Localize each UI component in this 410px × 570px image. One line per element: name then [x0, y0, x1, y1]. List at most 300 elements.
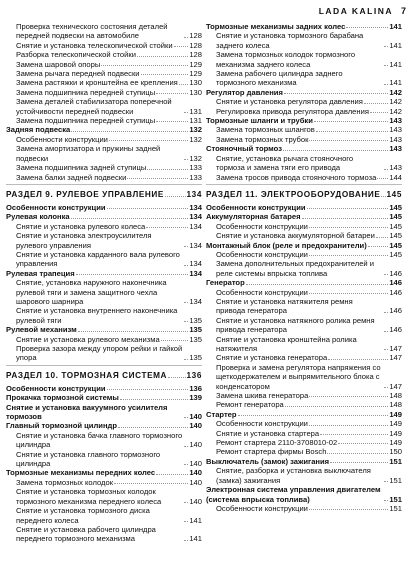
toc-entry-title: Снятие и установка телескопической стойки — [16, 40, 173, 50]
toc-page-number: 151 — [389, 503, 402, 513]
toc-entry-title: Особенности конструкции — [6, 383, 106, 393]
toc-page-number: 147 — [389, 353, 402, 363]
dot-leader — [147, 168, 188, 170]
dot-leader — [384, 168, 388, 170]
toc-entry-title: Проверка технического состояния деталей передней подвески на автомобиле — [16, 22, 168, 41]
dot-leader — [184, 264, 188, 266]
dot-leader — [184, 36, 188, 38]
toc-entry-title: Замена тормозных трубок — [216, 134, 309, 144]
toc-entry — [6, 50, 202, 59]
toc-entry — [6, 88, 202, 97]
toc-page-number: 140 — [189, 421, 202, 431]
dot-leader — [107, 207, 189, 209]
dot-leader — [156, 92, 188, 94]
toc-entry-title: Снятие и установка внутреннего наконечника рулевой тяги — [16, 306, 178, 325]
toc-subsection-entry — [6, 421, 202, 430]
toc-entry-title: Замена шкива генератора — [216, 391, 309, 401]
dot-leader — [384, 64, 388, 66]
toc-page-number: 147 — [389, 381, 402, 391]
dot-leader — [146, 226, 188, 228]
toc-entry — [6, 163, 202, 172]
toc-page-number: 128 — [189, 40, 202, 50]
toc-subsection-entry — [6, 212, 202, 221]
toc-entry-title: Снятие и установка тормозного барабана заднего колеса — [216, 31, 364, 50]
toc-page-number: 134 — [189, 259, 202, 269]
toc-entry — [6, 22, 202, 41]
toc-entry — [206, 154, 402, 173]
toc-entry — [206, 429, 402, 438]
toc-page-number: 143 — [389, 163, 402, 173]
toc-entry — [206, 363, 402, 391]
toc-page-number: 135 — [189, 315, 202, 325]
toc-entry-title: Проверка зазора между упором рейки и гайкой упора — [16, 344, 183, 363]
toc-page-number: 145 — [389, 202, 402, 212]
toc-entry — [6, 478, 202, 487]
dot-leader — [71, 130, 188, 132]
toc-page-number: 132 — [189, 153, 202, 163]
toc-entry-title: Задняя подвеска — [6, 125, 71, 135]
dot-leader — [307, 207, 389, 209]
toc-entry-title: Особенности конструкции — [6, 202, 106, 212]
toc-entry — [6, 231, 202, 250]
toc-page-number: 145 — [389, 231, 402, 241]
toc-entry-title: РАЗДЕЛ 9. РУЛЕВОЕ УПРАВЛЕНИЕ — [6, 189, 164, 199]
toc-entry-title: Снятие и установка тормозного диска переднего колеса — [16, 506, 150, 525]
toc-entry — [6, 306, 202, 325]
toc-page-number: 145 — [386, 189, 402, 199]
toc-subsection-entry — [6, 393, 202, 402]
toc-page-number: 129 — [189, 59, 202, 69]
toc-entry-title: Тормозные механизмы задних колес — [206, 22, 346, 31]
toc-entry-title: Особенности конструкции — [206, 202, 306, 212]
toc-entry — [6, 487, 202, 506]
toc-page-number: 145 — [389, 221, 402, 231]
dot-leader — [107, 388, 189, 390]
toc-entry-title: Снятие и установка вакуумного усилителя тормозов — [6, 402, 168, 422]
toc-page-number: 141 — [389, 40, 402, 50]
toc-page-number: 146 — [389, 306, 402, 316]
toc-entry-title: Снятие и установка бачка главного тормозного цилиндра — [16, 430, 183, 450]
toc-entry-title: Ремонт генератора — [216, 400, 284, 410]
dot-leader — [184, 320, 188, 322]
toc-page-number: 134 — [189, 240, 202, 250]
dot-leader — [184, 520, 188, 522]
dot-leader — [179, 83, 189, 85]
toc-entry-title: Тормозные шланги и трубки — [206, 116, 313, 126]
toc-entry-title: Разборка телескопической стойки — [16, 50, 136, 60]
dot-leader — [101, 64, 188, 66]
dot-leader — [168, 376, 185, 378]
toc-page-number: 143 — [389, 144, 402, 154]
toc-page-number: 143 — [389, 125, 402, 135]
book-title: LADA KALINA — [318, 6, 393, 16]
toc-entry-title: Особенности конструкции — [216, 287, 308, 297]
toc-column-right — [206, 22, 402, 513]
toc-page-number: 151 — [389, 494, 402, 504]
toc-entry-title: Снятие, установка наружного наконечника рулевой тяги и замена защитного чехла шарового шарнира — [16, 278, 167, 306]
dot-leader — [328, 358, 388, 360]
toc-entry-title: Замена тормозных колодок — [16, 477, 114, 487]
dot-leader — [309, 424, 388, 426]
toc-page-number: 135 — [189, 353, 202, 363]
dot-leader — [368, 245, 389, 247]
toc-subsection-entry — [206, 485, 402, 504]
toc-entry-title: Снятие и установка тормозных колодок тормозного механизма переднего колеса — [16, 487, 162, 506]
toc-page-number: 131 — [189, 116, 202, 126]
toc-page-number: 141 — [389, 78, 402, 88]
toc-page-number: 130 — [189, 78, 202, 88]
toc-page-number: 149 — [389, 438, 402, 448]
toc-entry — [206, 335, 402, 354]
dot-leader — [246, 283, 389, 285]
dot-leader — [364, 102, 388, 104]
toc-entry-title: Снятие и установка натяжителя ремня привода генератора — [216, 296, 353, 316]
section-divider — [6, 184, 202, 185]
toc-page-number: 151 — [389, 456, 402, 466]
toc-page-number: 128 — [189, 50, 202, 60]
toc-subsection-entry — [206, 410, 402, 419]
dot-leader — [309, 395, 388, 397]
toc-page-number: 134 — [189, 296, 202, 306]
toc-entry-title: Снятие, установка рычага стояночного тормоза и замена тяги его привода — [216, 153, 354, 173]
dot-leader — [384, 45, 388, 47]
toc-entry — [6, 335, 202, 344]
dot-leader — [156, 473, 188, 475]
dot-leader — [283, 149, 388, 151]
toc-page-number: 140 — [189, 468, 202, 478]
toc-entry — [206, 69, 402, 88]
dot-leader — [377, 177, 388, 179]
toc-entry — [206, 316, 402, 335]
toc-entry-title: Прокачка тормозной системы — [6, 393, 119, 403]
toc-section-heading — [6, 371, 202, 381]
toc-entry-title: Регулятор давления — [206, 87, 283, 97]
toc-entry-title: Замена рычага передней подвески — [16, 69, 140, 79]
dot-leader — [376, 236, 388, 238]
toc-page-number: 141 — [189, 515, 202, 525]
toc-entry-title: Замена амортизатора и пружины задней подвески — [16, 144, 161, 163]
toc-entry — [6, 506, 202, 525]
toc-entry — [206, 97, 402, 106]
toc-entry-title: Снятие и установка рулевого механизма — [16, 334, 160, 344]
toc-entry-title: Электронная система управления двигателем (система впрыска топлива) — [206, 485, 381, 504]
toc-entry-title: Снятие, разборка и установка выключателя (замка) зажигания — [216, 466, 371, 485]
toc-page-number: 143 — [389, 116, 402, 126]
toc-page-number: 145 — [389, 249, 402, 259]
dot-leader — [109, 139, 188, 141]
toc-page-number: 131 — [189, 106, 202, 116]
toc-entry-title: РАЗДЕЛ 11. ЭЛЕКТРООБОРУДОВАНИЕ — [206, 189, 381, 199]
dot-leader — [327, 452, 388, 454]
toc-page-number: 144 — [389, 172, 402, 182]
toc-page-number: 149 — [389, 428, 402, 438]
toc-subsection-entry — [6, 269, 202, 278]
toc-entry-title: Замена шаровой опоры — [16, 59, 101, 69]
toc-entry-title: Снятие и установка генератора — [216, 353, 328, 363]
toc-subsection-entry — [206, 22, 402, 31]
toc-entry-title: Замена тормозных шлангов — [216, 125, 315, 135]
toc-page-number: 151 — [389, 475, 402, 485]
toc-entry — [206, 231, 402, 240]
toc-entry — [206, 250, 402, 259]
toc-section-heading — [6, 190, 202, 200]
toc-entry-title: Проверка и замена регулятора напряжения со щеткодержателем и выпрямительного блока с конденсатором — [216, 362, 381, 391]
toc-entry — [206, 419, 402, 428]
toc-entry-title: Стояночный тормоз — [206, 144, 282, 154]
dot-leader — [184, 245, 188, 247]
dot-leader — [184, 358, 188, 360]
toc-page-number: 134 — [186, 189, 202, 199]
toc-entry-title: Монтажный блок (реле и предохранители) — [206, 240, 367, 250]
toc-page-number: 134 — [189, 268, 202, 278]
toc-page-number: 149 — [389, 419, 402, 429]
toc-entry-title: Снятие и установка регулятора давления — [216, 97, 363, 107]
dot-leader — [384, 83, 388, 85]
toc-entry — [6, 144, 202, 163]
toc-entry — [6, 344, 202, 363]
toc-entry-title: РАЗДЕЛ 10. ТОРМОЗНАЯ СИСТЕМА — [6, 370, 168, 380]
dot-leader — [141, 73, 189, 75]
toc-subsection-entry — [206, 116, 402, 125]
toc-entry-title: Особенности конструкции — [216, 221, 308, 231]
toc-entry-title: Снятие и установка главного тормозного цилиндра — [16, 449, 161, 469]
toc-entry-title: Замена растяжки и кронштейна ее крепления — [16, 78, 178, 88]
dot-leader — [285, 405, 389, 407]
toc-page-number: 129 — [189, 69, 202, 79]
toc-entry-title: Генератор — [206, 278, 245, 288]
toc-entry-title: Ремонт стартера фирмы Bosch — [216, 447, 327, 457]
toc-entry — [206, 125, 402, 134]
toc-entry-title: Замена подшипника задней ступицы — [16, 163, 147, 173]
toc-subsection-entry — [206, 212, 402, 221]
toc-entry — [206, 288, 402, 297]
toc-entry-title: Снятие и установка натяжного ролика ремня привода генератора — [216, 315, 375, 335]
toc-entry — [6, 250, 202, 269]
toc-entry — [6, 97, 202, 116]
toc-entry — [6, 116, 202, 125]
toc-subsection-entry — [6, 468, 202, 477]
dot-leader — [184, 158, 188, 160]
toc-entry-title: Замена тормозных колодок тормозного механизма заднего колеса — [216, 50, 356, 69]
dot-leader — [330, 461, 388, 463]
dot-leader — [76, 273, 189, 275]
dot-leader — [384, 273, 388, 275]
page-number: 7 — [400, 6, 406, 16]
toc-subsection-entry — [206, 144, 402, 153]
dot-leader — [384, 499, 388, 501]
toc-page-number: 146 — [389, 278, 402, 288]
toc-page-number: 136 — [186, 370, 202, 380]
dot-leader — [284, 92, 388, 94]
toc-entry — [206, 31, 402, 50]
dot-leader — [384, 330, 388, 332]
toc-entry-title: Особенности конструкции — [16, 134, 108, 144]
dot-leader — [309, 508, 388, 510]
toc-entry-title: Снятие и установка электроусилителя рулевого управления — [16, 231, 152, 250]
toc-entry-title: Замена рабочего цилиндра заднего тормозного механизма — [216, 69, 343, 88]
toc-page-number: 132 — [189, 134, 202, 144]
toc-subsection-entry — [6, 325, 202, 334]
toc-page-number: 132 — [189, 125, 202, 135]
toc-page-number: 128 — [189, 31, 202, 41]
toc-page-number: 140 — [189, 477, 202, 487]
toc-entry-title: Выключатель (замок) зажигания — [206, 456, 330, 466]
toc-entry-title: Рулевая колонка — [6, 212, 70, 222]
toc-entry-title: Снятие и установка рулевого колеса — [16, 221, 146, 231]
toc-subsection-entry — [206, 88, 402, 97]
toc-entry — [6, 78, 202, 87]
toc-page-number: 142 — [389, 87, 402, 97]
dot-leader — [309, 139, 388, 141]
toc-entry-title: Стартер — [206, 409, 237, 419]
toc-page-number: 142 — [389, 106, 402, 116]
toc-page-number: 133 — [189, 163, 202, 173]
toc-page-number: 136 — [189, 383, 202, 393]
toc-entry — [206, 391, 402, 400]
toc-entry-title: Аккумуляторная батарея — [206, 212, 301, 222]
toc-page-number: 146 — [389, 325, 402, 335]
section-divider — [6, 365, 202, 366]
toc-page-number: 135 — [189, 325, 202, 335]
dot-leader — [184, 111, 188, 113]
toc-entry — [206, 222, 402, 231]
toc-entry-title: Особенности конструкции — [216, 503, 308, 513]
toc-page-number: 148 — [389, 391, 402, 401]
dot-leader — [302, 217, 389, 219]
toc-subsection-entry — [6, 125, 202, 134]
toc-entry-title: Снятие и установка аккумуляторной батареи — [216, 231, 375, 241]
dot-leader — [184, 445, 188, 447]
toc-entry-title: Замена деталей стабилизатора поперечной устойчивости передней подвески — [16, 97, 172, 116]
toc-page-number: 133 — [189, 172, 202, 182]
toc-page-number: 150 — [389, 447, 402, 457]
dot-leader — [384, 386, 388, 388]
toc-page-number: 146 — [389, 268, 402, 278]
toc-entry — [206, 400, 402, 409]
dot-leader — [309, 292, 388, 294]
toc-page-number: 146 — [389, 287, 402, 297]
dot-leader — [156, 120, 188, 122]
toc-page-number: 148 — [389, 400, 402, 410]
dot-leader — [384, 311, 388, 313]
toc-page-number: 141 — [389, 59, 402, 69]
toc-column-left — [6, 22, 202, 544]
toc-page-number: 140 — [189, 459, 202, 469]
toc-entry-title: Регулировка привода регулятора давления — [216, 106, 369, 116]
dot-leader — [120, 398, 189, 400]
toc-entry — [206, 297, 402, 316]
dot-leader — [78, 330, 189, 332]
toc-entry — [206, 438, 402, 447]
toc-page-number: 141 — [189, 534, 202, 544]
toc-entry — [6, 525, 202, 544]
toc-subsection-entry — [6, 403, 202, 422]
toc-page-number: 140 — [189, 496, 202, 506]
toc-page-number: 143 — [389, 134, 402, 144]
toc-entry — [206, 466, 402, 485]
dot-leader — [174, 45, 189, 47]
toc-entry — [206, 50, 402, 69]
toc-entry — [6, 222, 202, 231]
toc-entry — [206, 135, 402, 144]
toc-page-number: 139 — [189, 393, 202, 403]
dot-leader — [238, 414, 389, 416]
toc-entry-title: Особенности конструкции — [216, 249, 308, 259]
toc-entry — [206, 504, 402, 513]
toc-subsection-entry — [6, 384, 202, 393]
dot-leader — [384, 348, 388, 350]
toc-page-number: 149 — [389, 409, 402, 419]
dot-leader — [309, 226, 388, 228]
toc-entry-title: Снятие и установка рабочего цилиндра переднего тормозного механизма — [16, 524, 156, 544]
toc-entry-title: Снятие и установка кронштейна ролика натяжителя — [216, 334, 357, 353]
toc-page-number: 140 — [189, 440, 202, 450]
toc-entry — [6, 431, 202, 450]
dot-leader — [384, 480, 388, 482]
dot-leader — [184, 416, 188, 418]
toc-page-number: 141 — [389, 22, 402, 31]
toc-entry-title: Главный тормозной цилиндр — [6, 421, 117, 431]
dot-leader — [316, 130, 389, 132]
toc-page-number: 134 — [189, 202, 202, 212]
toc-page-number: 145 — [389, 240, 402, 250]
toc-entry — [206, 353, 402, 362]
dot-leader — [184, 463, 188, 465]
dot-leader — [184, 501, 188, 503]
toc-page-number: 145 — [389, 212, 402, 222]
section-divider — [206, 184, 402, 185]
dot-leader — [338, 442, 388, 444]
toc-entry-title: Ремонт стартера 2110-3708010-02 — [216, 438, 338, 448]
toc-entry — [6, 173, 202, 182]
toc-entry-title: Замена балки задней подвески — [16, 172, 127, 182]
toc-entry — [206, 259, 402, 278]
toc-section-heading — [206, 190, 402, 200]
toc-entry — [206, 173, 402, 182]
dot-leader — [309, 254, 388, 256]
toc-page-number: 142 — [389, 97, 402, 107]
toc-page-number: 135 — [189, 334, 202, 344]
dot-leader — [370, 111, 388, 113]
toc-entry-title: Замена дополнительных предохранителей и реле системы впрыска топлива — [216, 259, 375, 278]
toc-entry-title: Замена подшипника передней ступицы — [16, 116, 156, 126]
dot-leader — [114, 482, 188, 484]
dot-leader — [381, 195, 385, 197]
dot-leader — [137, 55, 188, 57]
dot-leader — [118, 426, 188, 428]
toc-entry — [6, 69, 202, 78]
toc-entry — [6, 135, 202, 144]
toc-subsection-entry — [206, 203, 402, 212]
toc-entry-title: Снятие и установка стартера — [216, 428, 320, 438]
dot-leader — [165, 195, 186, 197]
toc-page-number: 134 — [189, 221, 202, 231]
toc-page-number: 130 — [189, 87, 202, 97]
toc-entry — [6, 450, 202, 469]
toc-entry — [6, 278, 202, 306]
dot-leader — [184, 539, 188, 541]
toc-entry-title: Тормозные механизмы передних колес — [6, 468, 156, 478]
toc-subsection-entry — [6, 203, 202, 212]
toc-page-number: 147 — [389, 344, 402, 353]
dot-leader — [71, 217, 189, 219]
dot-leader — [314, 120, 388, 122]
dot-leader — [346, 26, 388, 28]
page-header — [319, 6, 406, 16]
toc-subsection-entry — [206, 457, 402, 466]
toc-entry — [6, 60, 202, 69]
dot-leader — [161, 339, 189, 341]
